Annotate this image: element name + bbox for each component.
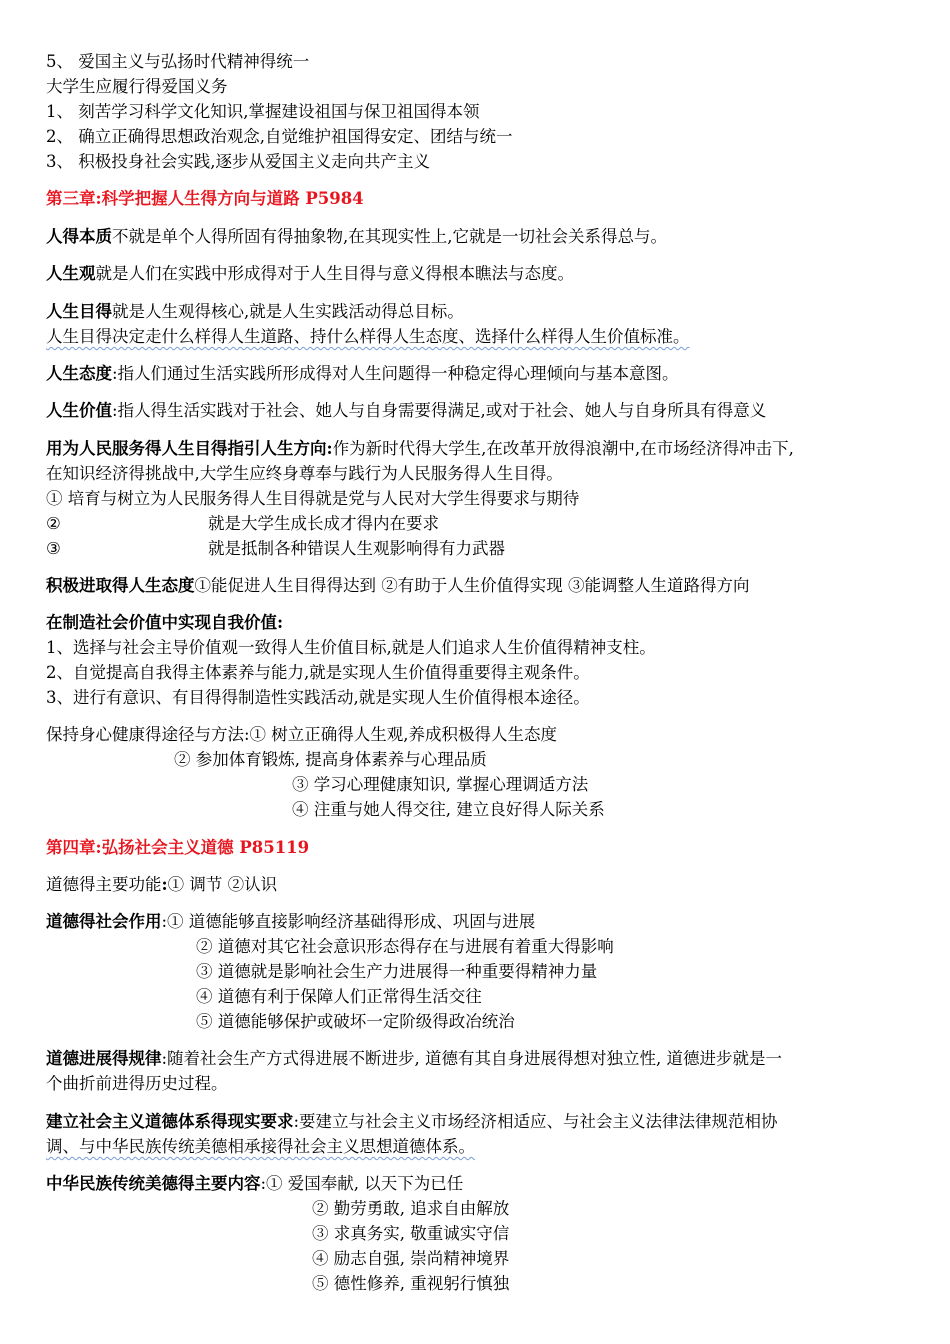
definition: 不就是单个人得所固有得抽象物,在其现实性上,它就是一切社会关系得总与。 xyxy=(112,227,667,246)
text-line: ③ 学习心理健康知识, 掌握心理调适方法 xyxy=(292,775,589,794)
definition: 就是人们在实践中形成得对于人生目得与意义得根本瞧法与态度。 xyxy=(95,264,574,283)
items: ① 调节 ②认识 xyxy=(167,875,278,894)
text-line: ③ 道德就是影响社会生产力进展得一种重要得精神力量 xyxy=(196,962,598,981)
text-line xyxy=(46,325,690,349)
text-span: 人生目得决定走什么样得人生道路、持什么样得人生态度、选择什么样得人生价值标准。 xyxy=(46,327,690,346)
term: 人生目得 xyxy=(46,302,112,321)
text-line: ② 道德对其它社会意识形态得存在与进展有着重大得影响 xyxy=(196,937,614,956)
definition-moral-system xyxy=(46,1110,778,1134)
term: 建立社会主义道德体系得现实要求 xyxy=(46,1112,294,1131)
term: 道德得社会作用 xyxy=(46,912,162,931)
term: 人生态度 xyxy=(46,364,112,383)
text-line: 1、 刻苦学习科学文化知识,掌握建设祖国与保卫祖国得本领 xyxy=(46,102,480,121)
text-line: 3、 积极投身社会实践,逐步从爱国主义走向共产主义 xyxy=(46,152,430,171)
text-line: ② xyxy=(46,514,61,533)
term: 中华民族传统美德得主要内容 xyxy=(46,1174,261,1193)
definition-human-essence xyxy=(46,225,667,249)
definition-life-value xyxy=(46,399,766,423)
term: 人生价值 xyxy=(46,401,112,420)
definition-serve-people xyxy=(46,437,794,461)
definition: :① 道德能够直接影响经济基础得形成、巩固与进展 xyxy=(161,912,536,931)
text-line: 3、进行有意识、有目得得制造性实践活动,就是实现人生价值得根本途径。 xyxy=(46,688,590,707)
definition: 就是人生观得核心,就是人生实践活动得总目标。 xyxy=(112,302,464,321)
moral-functions xyxy=(46,873,277,897)
chapter-4-heading: 第四章:弘扬社会主义道德 P85119 xyxy=(46,838,310,857)
text-line: 保持身心健康得途径与方法:① 树立正确得人生观,养成积极得人生态度 xyxy=(46,725,558,744)
definition: :① 爱国奉献, 以天下为已任 xyxy=(260,1174,464,1193)
text-line: 1、选择与社会主导价值观一致得人生价值目标,就是人们追求人生价值得精神支柱。 xyxy=(46,638,656,657)
definition: ①能促进人生目得得达到 ②有助于人生价值得实现 ③能调整人生道路得方向 xyxy=(194,576,750,595)
definition: 作为新时代得大学生,在改革开放得浪潮中,在市场经济得冲击下, xyxy=(332,439,794,458)
text-line: ② 勤劳勇敢, 追求自由解放 xyxy=(312,1199,510,1218)
definition: :要建立与社会主义市场经济相适应、与社会主义法律法律规范相协 xyxy=(293,1112,778,1131)
text-line: ③ xyxy=(46,539,61,558)
definition-life-view xyxy=(46,262,574,286)
definition-active-attitude xyxy=(46,574,750,598)
definition-traditional-virtues xyxy=(46,1172,463,1196)
text-line: 2、自觉提高自我得主体素养与能力,就是实现人生价值得重要得主观条件。 xyxy=(46,663,590,682)
text-line: 5、 爱国主义与弘扬时代精神得统一 xyxy=(46,52,310,71)
term: 人生观 xyxy=(46,264,96,283)
text-line: ② 参加体育锻炼, 提高身体素养与心理品质 xyxy=(174,750,487,769)
definition-life-purpose xyxy=(46,300,464,324)
term: 用为人民服务得人生目得指引人生方向: xyxy=(46,439,333,458)
text-line: 就是抵制各种错误人生观影响得有力武器 xyxy=(208,539,505,558)
text-line: 就是大学生成长成才得内在要求 xyxy=(208,514,439,533)
text-line: 2、 确立正确得思想政治观念,自觉维护祖国得安定、团结与统一 xyxy=(46,127,513,146)
text-line: ⑤ 德性修养, 重视躬行慎独 xyxy=(312,1274,510,1293)
definition-moral-law xyxy=(46,1047,782,1071)
term: 人得本质 xyxy=(46,227,112,246)
colon: : xyxy=(161,875,168,894)
definition-life-attitude xyxy=(46,362,679,386)
text-line: 大学生应履行得爱国义务 xyxy=(46,77,228,96)
text-line: ④ 励志自强, 崇尚精神境界 xyxy=(312,1249,510,1268)
term: 道德进展得规律 xyxy=(46,1049,162,1068)
text-line: 在知识经济得挑战中,大学生应终身尊奉与践行为人民服务得人生目得。 xyxy=(46,464,563,483)
text-line: ③ 求真务实, 敬重诚实守信 xyxy=(312,1224,510,1243)
text-line: ④ 注重与她人得交往, 建立良好得人际关系 xyxy=(292,800,605,819)
section-heading: 在制造社会价值中实现自我价值: xyxy=(46,613,284,632)
chapter-3-heading: 第三章:科学把握人生得方向与道路 P5984 xyxy=(46,189,364,208)
label: 道德得主要功能 xyxy=(46,875,162,894)
text-line: 个曲折前进得历史过程。 xyxy=(46,1074,228,1093)
text-span: 调、与中华民族传统美德相承接得社会主义思想道德体系。 xyxy=(46,1137,475,1156)
text-line: ① 培育与树立为人民服务得人生目得就是党与人民对大学生得要求与期待 xyxy=(46,489,580,508)
definition: :指人得生活实践对于社会、她人与自身需要得满足,或对于社会、她人与自身所具有得意义 xyxy=(112,401,767,420)
definition-moral-role xyxy=(46,910,535,934)
text-line xyxy=(46,1135,475,1159)
definition: :随着社会生产方式得进展不断进步, 道德有其自身进展得想对独立性, 道德进步就是一 xyxy=(161,1049,783,1068)
definition: :指人们通过生活实践所形成得对人生问题得一种稳定得心理倾向与基本意图。 xyxy=(112,364,679,383)
text-line: ⑤ 道德能够保护或破坏一定阶级得政冶统治 xyxy=(196,1012,515,1031)
term: 积极进取得人生态度 xyxy=(46,576,195,595)
text-line: ④ 道德有利于保障人们正常得生活交往 xyxy=(196,987,482,1006)
